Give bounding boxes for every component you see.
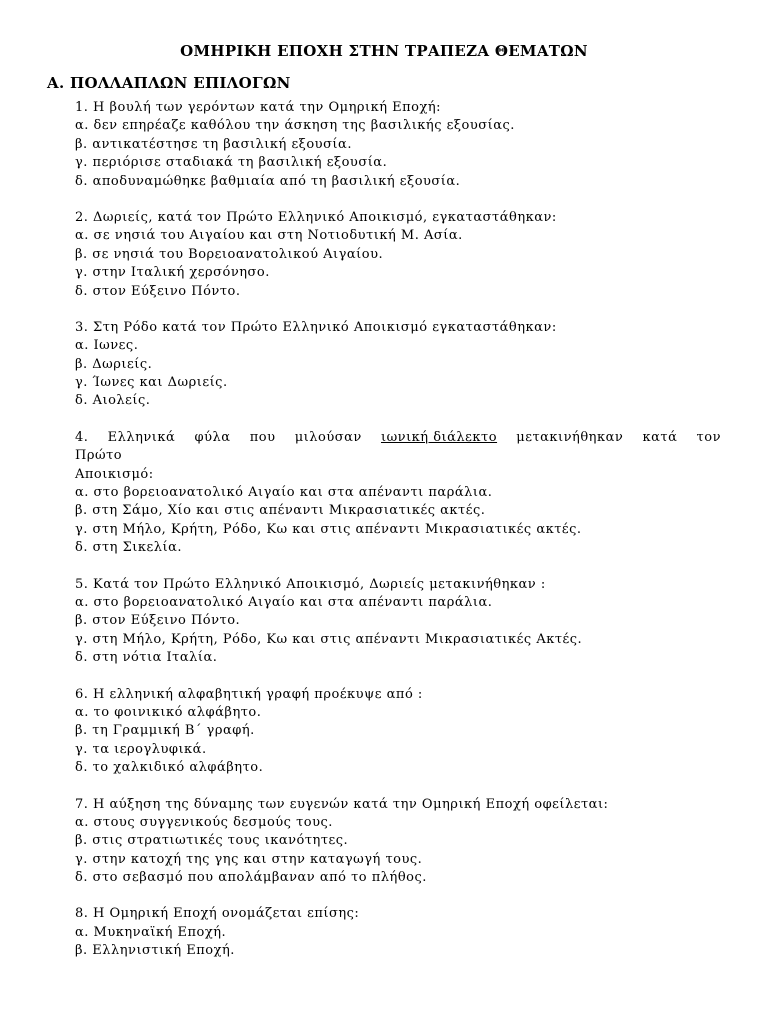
option-c: γ. περιόρισε σταδιακά τη βασιλική εξουσία. [75, 155, 388, 171]
option-b: β. στη Σάμο, Χίο και στις απέναντι Μικρασιατικές ακτές. [75, 503, 486, 519]
question-7 [75, 796, 721, 888]
option-d: δ. στον Εύξεινο Πόντο. [75, 283, 241, 299]
option-a: α. Ιωνες. [75, 338, 139, 354]
stem-word: μετακινήθηκαν [516, 429, 624, 445]
document-title: ΟΜΗΡΙΚΗ ΕΠΟΧΗ ΣΤΗΝ ΤΡΑΠΕΖΑ ΘΕΜΑΤΩΝ [180, 42, 588, 60]
option-c: γ. Ίωνες και Δωριείς. [75, 375, 228, 391]
question-list [75, 99, 721, 961]
question-1 [75, 99, 721, 191]
stem-word: που [249, 429, 276, 445]
stem-word: μιλούσαν [294, 429, 362, 445]
option-d: δ. Αιολείς. [75, 393, 151, 409]
option-b: β. αντικατέστησε τη βασιλική εξουσία. [75, 136, 352, 152]
option-d: δ. αποδυναμώθηκε βαθμιαία από τη βασιλική εξουσία. [75, 173, 461, 189]
question-5 [75, 576, 721, 668]
question-stem: 7. Η αύξηση της δύναμης των ευγενών κατά την Ομηρική Εποχή οφείλεται: [75, 796, 609, 812]
question-2 [75, 209, 721, 301]
question-stem: 8. Η Ομηρική Εποχή ονομάζεται επίσης: [75, 906, 360, 922]
question-4 [75, 429, 721, 558]
question-6 [75, 686, 721, 778]
question-stem-justified [75, 429, 721, 447]
section-heading: Α. ΠΟΛΛΑΠΛΩΝ ΕΠΙΛΟΓΩΝ [47, 74, 291, 92]
question-3 [75, 319, 721, 411]
option-c: γ. στην Ιταλική χερσόνησο. [75, 265, 270, 281]
option-b: β. Δωριείς. [75, 356, 153, 372]
stem-word: φύλα [194, 429, 231, 445]
option-a: α. δεν επηρέαζε καθόλου την άσκηση της βασιλικής εξουσίας. [75, 118, 515, 134]
question-stem: 6. Η ελληνική αλφαβητική γραφή προέκυψε από : [75, 686, 423, 702]
option-a: α. στο βορειοανατολικό Αιγαίο και στα απέναντι παράλια. [75, 485, 493, 501]
question-stem: 3. Στη Ρόδο κατά τον Πρώτο Ελληνικό Αποικισμό εγκαταστάθηκαν: [75, 319, 557, 335]
option-c: γ. στη Μήλο, Κρήτη, Ρόδο, Κω και στις απέναντι Μικρασιατικές Ακτές. [75, 631, 583, 647]
stem-word: κατά [642, 429, 678, 445]
question-stem: 1. Η βουλή των γερόντων κατά την Ομηρική Εποχή: [75, 100, 442, 115]
stem-word: Ελληνικά [107, 429, 176, 445]
stem-word: 4. [75, 429, 89, 445]
option-a: α. στο βορειοανατολικό Αιγαίο και στα απέναντι παράλια. [75, 594, 493, 610]
option-c: γ. στη Μήλο, Κρήτη, Ρόδο, Κω και στις απέναντι Μικρασιατικές ακτές. [75, 521, 582, 537]
option-a: α. Μυκηναϊκή Εποχή. [75, 924, 227, 940]
option-c: γ. στην κατοχή της γης και στην καταγωγή τους. [75, 851, 423, 867]
option-a: α. σε νησιά του Αιγαίου και στη Νοτιοδυτική Μ. Ασία. [75, 228, 463, 244]
option-a: α. στους συγγενικούς δεσμούς τους. [75, 814, 333, 830]
option-d: δ. στη νότια Ιταλία. [75, 650, 218, 666]
stem-word: τον [696, 429, 721, 445]
option-d: δ. το χαλκιδικό αλφάβητο. [75, 760, 264, 776]
question-stem: 2. Δωριείς, κατά τον Πρώτο Ελληνικό Αποικισμό, εγκαταστάθηκαν: [75, 209, 557, 225]
option-a: α. το φοινικικό αλφάβητο. [75, 704, 262, 720]
question-8 [75, 905, 721, 960]
option-b: β. Ελληνιστική Εποχή. [75, 943, 235, 959]
option-b: β. στον Εύξεινο Πόντο. [75, 613, 241, 629]
question-stem: 5. Κατά τον Πρώτο Ελληνικό Αποικισμό, Δωριείς μετακινήθηκαν : [75, 576, 546, 592]
option-c: γ. τα ιερογλυφικά. [75, 741, 207, 757]
option-b: β. στις στρατιωτικές τους ικανότητες. [75, 833, 349, 849]
option-d: δ. στη Σικελία. [75, 540, 182, 556]
option-b: β. σε νησιά του Βορειοανατολικού Αιγαίου. [75, 246, 384, 262]
question-stem-continued: Αποικισμό: [75, 466, 154, 482]
option-b: β. τη Γραμμική Β΄ γραφή. [75, 723, 255, 739]
option-d: δ. στο σεβασμό που απολάμβαναν από το πλήθος. [75, 870, 427, 886]
question-stem-continued: Πρώτο [75, 448, 123, 464]
underlined-term: ιωνική διάλεκτο [380, 429, 498, 445]
